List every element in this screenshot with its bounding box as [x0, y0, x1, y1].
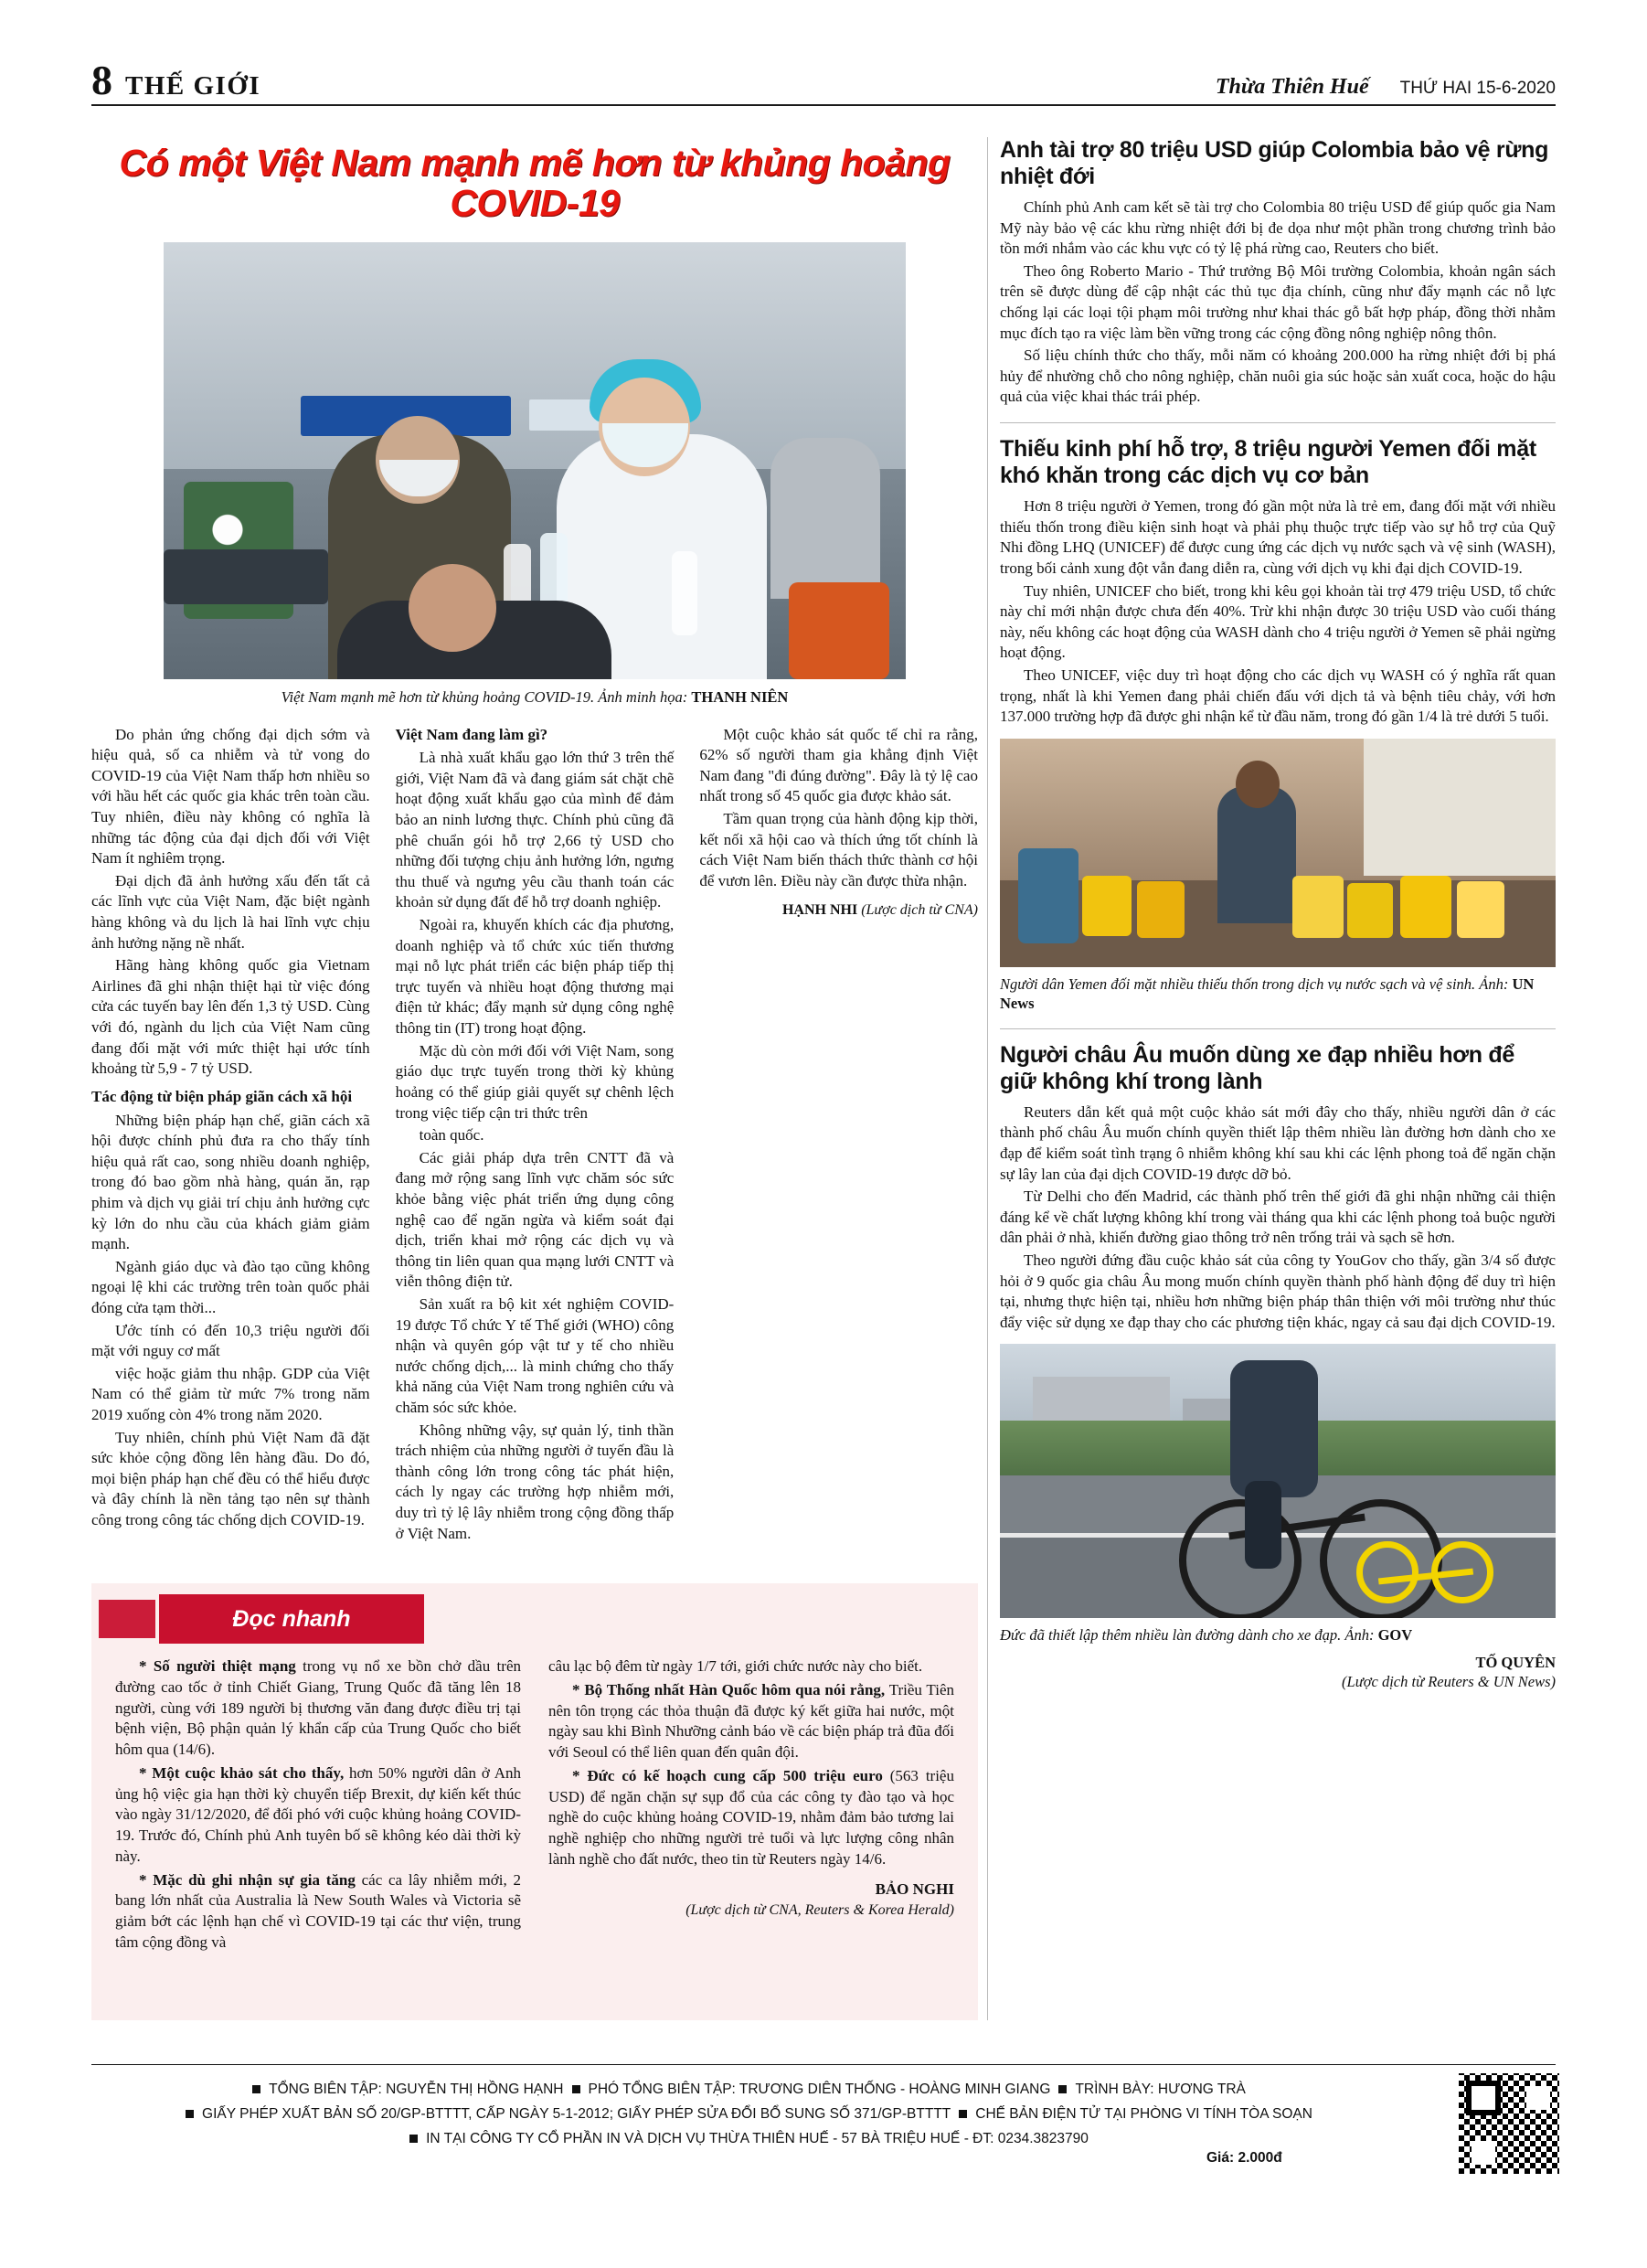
- item-lead: * Số người thiệt mạng: [139, 1657, 296, 1675]
- footer-line-2: [91, 2102, 1398, 2126]
- paragraph: Từ Delhi cho đến Madrid, các thành phố trên thế giới đã ghi nhận những cải thiện đáng kể về chất lượng không khí trong vài tháng qua khi các lệnh phong toả buộc người dân phải ở nhà, khiến đường giao thông trở nên trống trải và sạch sẽ hơn.: [1000, 1187, 1556, 1247]
- yemen-photo: [1000, 739, 1556, 967]
- paragraph: Một cuộc khảo sát quốc tế chỉ ra rằng, 62% số người tham gia khẳng định Việt Nam đang "đi đúng đường". Đây là tỷ lệ cao nhất trong số 45 quốc gia được khảo sát.: [699, 725, 978, 805]
- item-rest: các ca lây nhiễm mới, 2 bang lớn nhất của Australia là New South Wales và Victoria sẽ giảm bớt các lệnh hạn chế vì COVID-19 tại các thư viện, trung tâm cộng đồng và: [115, 1870, 521, 1951]
- paragraph: Ngành giáo dục và đào tạo cũng không ngoại lệ khi các trường trên toàn quốc phải đóng cửa tạm thời...: [91, 1257, 370, 1316]
- quick-read-box: [91, 1583, 978, 2020]
- paragraph: toàn quốc.: [419, 1126, 484, 1145]
- bullet-square-icon: [572, 2085, 580, 2093]
- item-rest: hơn 50% người dân ở Anh ủng hộ việc gia hạn thời kỳ chuyển tiếp Brexit, dự kiến kết thúc vào ngày 31/12/2020, để đối phó với cuộc khủng hoảng COVID-19. Trước đó, Chính phủ Anh tuyên bố sẽ không kéo dài thời kỳ này.: [115, 1763, 521, 1865]
- quick-read-byline-name: BẢO NGHI: [875, 1879, 954, 1898]
- bullet-square-icon: [186, 2110, 194, 2118]
- yemen-photo-caption: [1000, 974, 1556, 1014]
- article-body: [1000, 1102, 1556, 1334]
- masthead-right: [1216, 75, 1556, 104]
- orange-bag: [789, 582, 889, 679]
- issue-date: THỨ HAI 15-6-2020: [1399, 79, 1556, 98]
- bike-caption-text: Đức đã thiết lập thêm nhiều làn đường dành cho xe đạp. Ảnh:: [1000, 1626, 1378, 1645]
- quick-read-item: [548, 1680, 954, 1763]
- paragraph: Các giải pháp dựa trên CNTT đã và đang mở rộng sang lĩnh vực chăm sóc sức khỏe bằng việc phát triển ứng dụng công nghệ cao để ngăn ngừa và kiểm soát đại dịch, triển khai mở rộng các dịch vụ và thông tin liên quan qua mạng lưới CNTT và viễn thông điện tử.: [395, 1148, 675, 1291]
- lead-headline: Có một Việt Nam mạnh mẽ hơn từ khủng hoảng COVID-19: [119, 142, 951, 225]
- paragraph: Mặc dù còn mới đối với Việt Nam, song giáo dục trực tuyến trong thời kỳ khủng hoảng có thể giúp giải quyết sự chênh lệch trong việc tiếp cận tri thức trên: [395, 1041, 675, 1122]
- item-rest: (563 triệu USD) để ngăn chặn sự sụp đổ của các công ty đào tạo và học nghề do cuộc khủng hoảng COVID-19, nhằm đảm bảo tương lai nghề nghiệp cho những người trẻ tuổi và lực lượng công nhân lành nghề cho đất nước, theo tin từ Reuters ngày 14/6.: [548, 1766, 954, 1868]
- paragraph: Theo ông Roberto Mario - Thứ trưởng Bộ Môi trường Colombia, khoản ngân sách trên sẽ được dùng để cập nhật các thủ tục địa chính, cũng như đẩy mạnh các nỗ lực chống lại các loại tội phạm môi trường như khai thác gỗ bất hợp pháp, đồng thời nhằm mục đích tạo ra việc làm bền vững trong các cộng đồng nông nghiệp nông thôn.: [1000, 261, 1556, 342]
- paragraph: Tầm quan trọng của hành động kịp thời, kết nối xã hội cao và thích ứng tốt chính là cách Việt Nam biến thách thức thành cơ hội để vươn lên. Điều này cần được thừa nhận.: [699, 809, 978, 889]
- article-divider: [1000, 1028, 1556, 1029]
- subheading-social-distancing: Tác động từ biện pháp giãn cách xã hội: [91, 1087, 353, 1105]
- subheading-what-vietnam-doing: Việt Nam đang làm gì?: [395, 725, 548, 743]
- tent: [1364, 739, 1556, 876]
- paragraph: việc hoặc giảm thu nhập. GDP của Việt Nam có thể giảm từ mức 7% trong năm 2019 xuống còn 4% trong năm 2020.: [91, 1364, 370, 1424]
- article-title: Thiếu kinh phí hỗ trợ, 8 triệu người Yemen đối mặt khó khăn trong các dịch vụ cơ bản: [1000, 436, 1536, 489]
- jerrycan: [1082, 876, 1132, 936]
- quick-read-item: [115, 1870, 521, 1954]
- quick-read-tag: [159, 1594, 424, 1644]
- bike-caption-source: GOV: [1377, 1626, 1413, 1645]
- section-name: THẾ GIỚI: [125, 71, 261, 101]
- paragraph: Theo UNICEF, việc duy trì hoạt động cho các dịch vụ WASH có ý nghĩa rất quan trọng, nhất là khi Yemen đang phải chiến đấu với dịch tả và bệnh tiêu chảy, với hơn 137.000 trường hợp đã được ghi nhận kể từ đầu năm, trong đó gần 1/4 là trẻ dưới 5 tuổi.: [1000, 665, 1556, 726]
- tag-accent-bar: [99, 1600, 155, 1638]
- right-byline: [1000, 1653, 1556, 1692]
- lead-photo-caption-source: THANH NIÊN: [691, 687, 789, 706]
- paper-name: Thừa Thiên Huế: [1215, 75, 1369, 99]
- lead-article-body: [91, 725, 978, 1548]
- right-column: [1000, 137, 1556, 1692]
- deputy-editors: PHÓ TỔNG BIÊN TẬP: TRƯƠNG DIÊN THỐNG - HOÀNG MINH GIANG: [588, 2082, 1051, 2097]
- paragraph: Là nhà xuất khẩu gạo lớn thứ 3 trên thế giới, Việt Nam đã và đang giám sát chặt chẽ hoạt động xuất khẩu gạo của mình để đảm bảo an ninh lương thực. Chính phủ cũng đã phê chuẩn gói hỗ trợ 2,66 tỷ USD cho những đối tượng chịu ảnh hưởng lớn, ngưng thu thuế và ngưng yêu cầu thanh toán các khoản sử dụng đất để hỗ trợ doanh nghiệp.: [395, 749, 675, 911]
- quick-read-item: [115, 1656, 521, 1761]
- jerrycan: [1400, 876, 1451, 938]
- qr-code: [1455, 2070, 1563, 2177]
- yemen-caption-text: Người dân Yemen đối mặt nhiều thiếu thốn trong dịch vụ nước sạch và vệ sinh. Ảnh:: [1000, 974, 1513, 993]
- price-label: Giá: 2.000đ: [1206, 2150, 1282, 2166]
- paragraph: Ngoài ra, khuyến khích các địa phương, doanh nghiệp và tổ chức xúc tiến thương mại nỗ lực phát triển các biện pháp tiếp thị trực tuyến và nhiều hoạt động thương mại điện tử khác; đẩy mạnh sử dụng công nghệ thông tin (IT) trong hoạt động.: [395, 916, 675, 1038]
- item-lead: * Đức có kế hoạch cung cấp 500 triệu euro: [572, 1766, 883, 1784]
- masthead: [91, 48, 1556, 106]
- paragraph: Chính phủ Anh cam kết sẽ tài trợ cho Colombia 80 triệu USD để giúp quốc gia Nam Mỹ này bảo vệ các khu rừng nhiệt đới bị đe dọa như một phần trong chương trình bảo tồn mới nhắm vào các khu vực có tỷ lệ phá rừng cao, Reuters cho biết.: [1000, 198, 1556, 258]
- jerrycan: [1347, 883, 1393, 938]
- paragraph: Những biện pháp hạn chế, giãn cách xã hội được chính phủ đưa ra cho thấy tính hiệu quả rất cao, song nhiều doanh nghiệp, trong đó bao gồm nhà hàng, quán ăn, rạp phim và dịch vụ giải trí chịu ảnh hưởng cực kỳ lớn do nhu cầu của khách giảm giảm mạnh.: [91, 1111, 370, 1253]
- item-rest: Triều Tiên nên tôn trọng các thỏa thuận đã được ký kết giữa hai nước, một ngày sau khi Bình Nhưỡng cảnh báo về các biện pháp trả đũa đối với Seoul có thể liên quan đến quân đội.: [548, 1680, 954, 1762]
- bullet-square-icon: [959, 2110, 967, 2118]
- article-title: Người châu Âu muốn dùng xe đạp nhiều hơn để giữ không khí trong lành: [1000, 1041, 1514, 1094]
- right-byline-note: (Lược dịch từ Reuters & UN News): [1342, 1673, 1556, 1691]
- item-rest: trong vụ nổ xe bồn chở dầu trên đường cao tốc ở tỉnh Chiết Giang, Trung Quốc đã tăng lên 18 người, cùng với 189 người bị thương văn đang được điều trị tại bệnh viện, Bộ phận quản lý khẩn cấp của Trung Quốc cho biết hôm qua (14/6).: [115, 1657, 521, 1759]
- paragraph: Tuy nhiên, UNICEF cho biết, trong khi kêu gọi khoản tài trợ 479 triệu USD, tổ chức này chỉ mới nhận được chưa đến 40%. Trừ khi nhận được 30 triệu USD vào cuối tháng này, nếu không các hoạt động của WASH dành cho 4 triệu người ở Yemen sẽ phải ngừng hoạt động.: [1000, 581, 1556, 662]
- quick-read-byline-note: (Lược dịch từ CNA, Reuters & Korea Herald): [685, 1902, 954, 1919]
- quick-read-item: [548, 1766, 954, 1870]
- paragraph: Theo người đứng đầu cuộc khảo sát của công ty YouGov cho thấy, gần 3/4 số được hỏi ở 9 quốc gia châu Âu mong muốn chính quyền thành phố hành động để duy trì hiện tại, nhưng thực hiện tại, nhiều hơn những biện pháp thân thiện với môi trường như thúc đẩy việc sử dụng xe đạp thay cho các phương tiện khác, ngay cả sau đại dịch COVID-19.: [1000, 1251, 1556, 1331]
- bike-photo-caption: [1000, 1625, 1556, 1645]
- paragraph: Đại dịch đã ảnh hưởng xấu đến tất cả các lĩnh vực của Việt Nam, đặc biệt ngành hàng không và du lịch là hai lĩnh vực chịu ảnh hưởng nặng nề nhất.: [91, 871, 370, 952]
- masthead-left: [91, 59, 260, 104]
- bullet-square-icon: [1058, 2085, 1067, 2093]
- footer-line-3: [91, 2126, 1398, 2151]
- quick-read-tag-label: Đọc nhanh: [232, 1605, 351, 1632]
- page-number: 8: [91, 57, 112, 103]
- bullet-square-icon: [252, 2085, 260, 2093]
- jerrycan: [1292, 876, 1344, 938]
- water-bottle: [672, 551, 697, 635]
- article-body: [1000, 496, 1556, 728]
- item-lead: * Bộ Thống nhất Hàn Quốc hôm qua nói rằng,: [572, 1680, 886, 1698]
- staff-figure: [770, 438, 880, 599]
- paragraph: Số liệu chính thức cho thấy, mỗi năm có khoảng 200.000 ha rừng nhiệt đới bị phá hủy để nhường chỗ cho nông nghiệp, chăn nuôi gia súc hoặc sản xuất coca, hoặc do hậu quả của việc khai thác trái phép.: [1000, 346, 1556, 406]
- lead-article: [91, 137, 978, 1548]
- paragraph: Tuy nhiên, chính phủ Việt Nam đã đặt sức khỏe cộng đồng lên hàng đầu. Do đó, mọi biện pháp hạn chế đều có thể hiểu được và đây chính là nền tảng tạo nên sự thành công trong công tác chống dịch COVID-19.: [91, 1428, 370, 1529]
- footer-rule: [91, 2064, 1556, 2065]
- article-body: [1000, 197, 1556, 408]
- footer: [91, 2077, 1398, 2151]
- paragraph: Reuters dẫn kết quả một cuộc khảo sát mới đây cho thấy, nhiều người dân ở các thành phố châu Âu muốn chính quyền thiết lập thêm nhiều làn đường hơn dành cho xe đạp để kiểm soát tình trạng ô nhiễm không khí sau khi các lệnh phong toả để ngăn chặn sự lây lan của đại dịch COVID-19 được dỡ bỏ.: [1000, 1102, 1556, 1183]
- quick-read-item: [115, 1763, 521, 1868]
- bullet-square-icon: [409, 2135, 418, 2143]
- lead-byline: [699, 900, 978, 920]
- jerrycan: [1457, 881, 1504, 938]
- article-colombia: [1000, 137, 1556, 408]
- paragraph: Hãng hàng không quốc gia Vietnam Airlines đã ghi nhận thiệt hại từ việc đóng cửa các tuyến bay lên đến 1,3 tỷ USD. Cùng với đó, ngành du lịch của Việt Nam cũng đang đối mặt với mức thiệt hại ước tính khoảng từ 5,9 - 7 tỷ USD.: [91, 956, 370, 1078]
- quick-read-items: [115, 1656, 954, 1954]
- lead-photo: [164, 242, 906, 679]
- paragraph: Không những vậy, sự quản lý, tinh thần trách nhiệm của những người ở tuyến đầu là thành công lớn trong công tác phát hiện, cách ly ngay các trường hợp nhiễm mới, duy trì tỷ lệ lây nhiễm trong cộng đồng thấp ở Việt Nam.: [395, 1421, 675, 1542]
- cyclist-figure: [1230, 1360, 1318, 1497]
- printing-info: IN TẠI CÔNG TY CỔ PHẦN IN VÀ DỊCH VỤ THỪA THIÊN HUẾ - 57 BÀ TRIỆU HUẾ - ĐT: 0234.3823790: [426, 2131, 1089, 2147]
- article-europe-bikes: [1000, 1042, 1556, 1692]
- bicycle-lane-icon: [1356, 1547, 1493, 1603]
- item-lead: * Mặc dù ghi nhận sự gia tăng: [139, 1870, 356, 1889]
- paragraph: Do phản ứng chống đại dịch sớm và hiệu quả, số ca nhiễm và tử vong do COVID-19 của Việt Nam thấp hơn nhiều so với hầu hết các quốc gia khác trên toàn cầu. Tuy nhiên, điều này không có nghĩa là những tác động của đại dịch đối với Việt Nam ít nghiêm trọng.: [91, 725, 370, 868]
- water-barrel: [1018, 848, 1079, 943]
- quick-read-byline: [548, 1879, 954, 1922]
- paragraph: Hơn 8 triệu người ở Yemen, trong đó gần một nửa là trẻ em, đang đối mặt với nhiều thiếu thốn trong điều kiện sinh hoạt và phải phụ thuộc trực tiếp vào sự hỗ trợ của Quỹ Nhi đồng LHQ (UNICEF) để được cung ứng các dịch vụ nước sạch và vệ sinh (WASH), trong bối cảnh xung đột vẫn đang diễn ra, cùng với dịch vụ khi đại dịch COVID-19.: [1000, 497, 1556, 577]
- item-rest: câu lạc bộ đêm từ ngày 1/7 tới, giới chức nước này cho biết.: [548, 1657, 923, 1675]
- typesetting-credit: CHẾ BẢN ĐIỆN TỬ TẠI PHÒNG VI TÍNH TÒA SOẠN: [975, 2106, 1312, 2123]
- bicycle-wheel: [1179, 1499, 1302, 1618]
- lead-byline-name: HẠNH NHI: [781, 902, 858, 919]
- article-yemen: [1000, 436, 1556, 1014]
- right-byline-name: TỐ QUYÊN: [1475, 1653, 1556, 1671]
- lead-photo-caption-text: Việt Nam mạnh mẽ hơn từ khủng hoảng COVID-19. Ảnh minh họa:: [281, 687, 692, 706]
- article-title: Anh tài trợ 80 triệu USD giúp Colombia bảo vệ rừng nhiệt đới: [1000, 137, 1549, 189]
- item-lead: * Một cuộc khảo sát cho thấy,: [139, 1763, 345, 1782]
- yemen-caption-source: UN News: [1000, 974, 1535, 1013]
- lead-byline-note: (Lược dịch từ CNA): [861, 902, 978, 919]
- publishing-license: GIẤY PHÉP XUẤT BẢN SỐ 20/GP-BTTTT, CẤP NGÀY 5-1-2012; GIẤY PHÉP SỬA ĐỔI BỔ SUNG SỐ 371/GP-BTTTT: [202, 2106, 951, 2123]
- seat-row: [164, 549, 328, 604]
- bike-lane-photo: [1000, 1344, 1556, 1618]
- editor-in-chief: TỔNG BIÊN TẬP: NGUYỄN THỊ HỒNG HẠNH: [269, 2082, 564, 2097]
- footer-line-1: [91, 2077, 1398, 2102]
- quick-read-item: [548, 1656, 954, 1677]
- article-divider: [1000, 422, 1556, 423]
- layout-credit: TRÌNH BÀY: HƯƠNG TRÀ: [1075, 2082, 1246, 2097]
- column-divider: [987, 137, 988, 2020]
- jerrycan: [1137, 881, 1185, 938]
- paragraph: Sản xuất ra bộ kit xét nghiệm COVID-19 được Tổ chức Y tế Thế giới (WHO) công nhận và quyên góp vật tư y tế cho nhiều nước chống dịch,... là minh chứng cho thấy khả năng của Việt Nam trong nghiên cứu và chăm sóc sức khỏe.: [395, 1294, 675, 1417]
- lead-photo-caption: [164, 688, 906, 707]
- paragraph: Ước tính có đến 10,3 triệu người đối mặt với nguy cơ mất: [91, 1321, 370, 1360]
